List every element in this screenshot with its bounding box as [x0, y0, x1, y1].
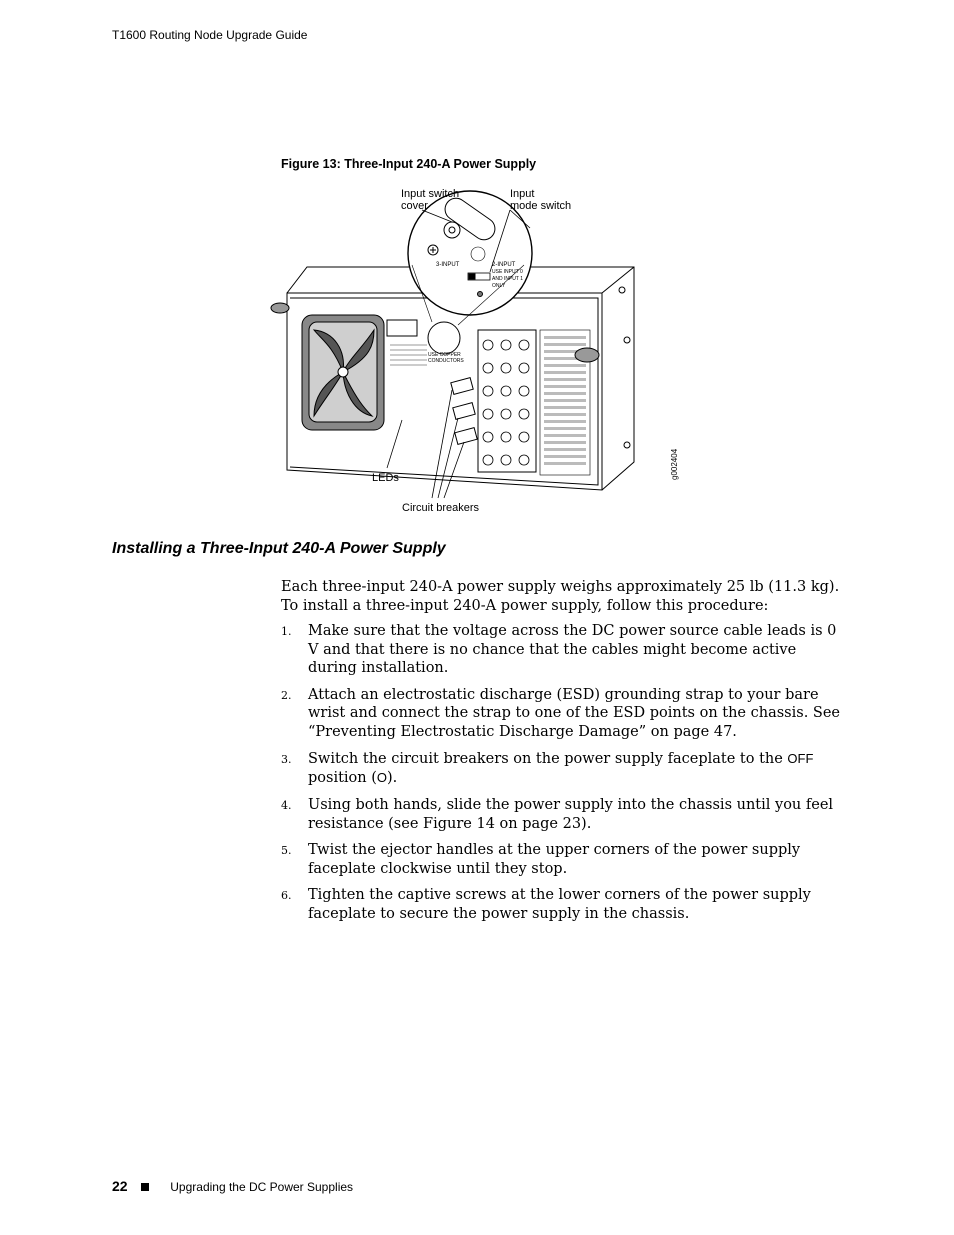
switch-label-use-2: AND INPUT 1	[492, 276, 524, 282]
step-number: 2.	[281, 688, 292, 702]
step-number: 3.	[281, 753, 292, 766]
callout-input-switch-cover-2: cover	[401, 200, 428, 212]
step-6	[281, 886, 846, 923]
step-number: 1.	[281, 625, 292, 638]
power-supply-figure	[262, 180, 702, 525]
step-5	[281, 841, 846, 878]
off-keyword: OFF	[787, 751, 814, 766]
running-header: T1600 Routing Node Upgrade Guide	[112, 28, 308, 42]
step-text: Twist the ejector handles at the upper corners of the power supply faceplate clockwise until they stop.	[308, 842, 801, 877]
step-number: 5.	[281, 844, 292, 857]
step-4	[281, 796, 846, 833]
callout-leds: LEDs	[372, 472, 399, 484]
callout-input-switch-cover: Input switch	[401, 188, 460, 200]
switch-label-3-input: 3-INPUT	[436, 262, 460, 268]
procedure-steps	[281, 622, 846, 923]
page-number: 22	[112, 1178, 128, 1194]
faceplate-label-conductors: CONDUCTORS	[428, 358, 464, 364]
step-3	[281, 750, 846, 787]
switch-label-use-1: USE INPUT 0	[492, 269, 523, 275]
step-number: 6.	[281, 889, 292, 902]
power-supply-illustration	[262, 180, 702, 525]
step-2	[281, 686, 846, 742]
callout-input-mode-switch: Input	[510, 188, 535, 200]
step-text: Switch the circuit breakers on the power supply faceplate to the OFF position (O).	[308, 751, 814, 786]
callout-circuit-breakers: Circuit breakers	[402, 502, 480, 514]
step-1	[281, 622, 846, 678]
step-text: Tighten the captive screws at the lower corners of the power supply faceplate to secure the power supply in the chassis.	[308, 887, 811, 922]
footer-square-icon	[141, 1183, 149, 1191]
step-text: Attach an electrostatic discharge (ESD) grounding strap to your bare wrist and connect the strap to one of the ESD points on the chassis. See “Preventing Electrostatic Discharge Damage” on page 47.	[308, 686, 841, 740]
callout-input-mode-switch-2: mode switch	[510, 200, 572, 212]
switch-label-use-3: ONLY	[492, 283, 506, 289]
step-number: 4.	[281, 799, 292, 812]
step-text: Using both hands, slide the power supply into the chassis until you feel resistance (see Figure 14 on page 23).	[308, 797, 834, 832]
switch-label-2-input: 2-INPUT	[492, 262, 516, 268]
section-heading: Installing a Three-Input 240-A Power Supply	[112, 540, 446, 557]
o-keyword: O	[376, 769, 388, 785]
intro-paragraph: Each three-input 240-A power supply weighs approximately 25 lb (11.3 kg). To install a three-input 240-A power supply, follow this procedure:	[281, 579, 840, 614]
figure-caption: Figure 13: Three-Input 240-A Power Supply	[281, 157, 537, 171]
page-footer	[112, 1178, 353, 1194]
footer-chapter-title: Upgrading the DC Power Supplies	[170, 1180, 354, 1194]
figure-id: g002404	[670, 448, 679, 480]
faceplate-label-use-copper: USE COPPER	[428, 352, 461, 358]
step-text: Make sure that the voltage across the DC power source cable leads is 0 V and that there is no chance that the cables might become active during installation.	[308, 623, 837, 676]
